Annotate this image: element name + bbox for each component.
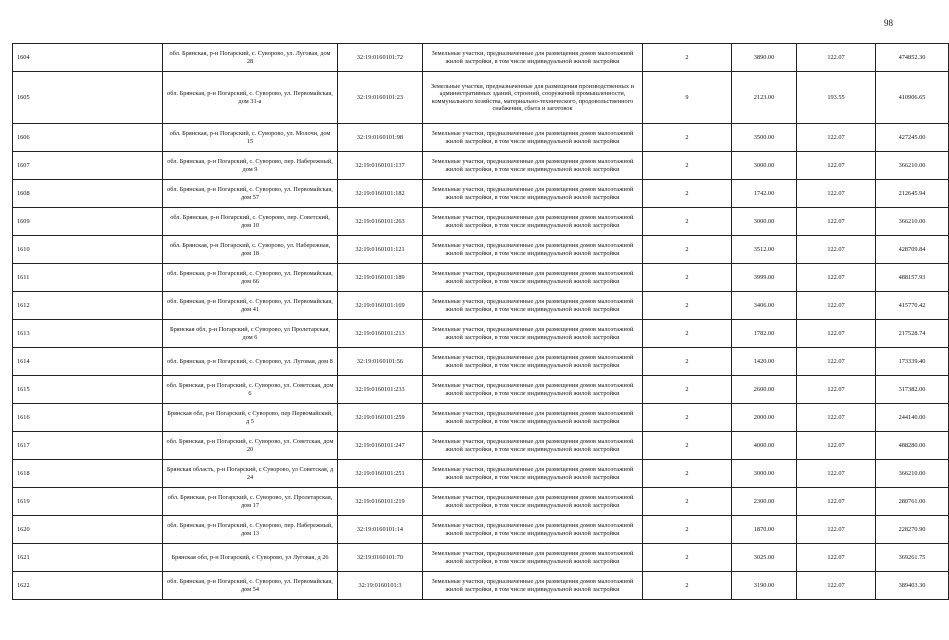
address-cell: Брянская обл, р-н Погарский, с Суворово, пер Первомайский, д 5 bbox=[163, 404, 338, 432]
table-row bbox=[13, 544, 949, 572]
row-number: 1604 bbox=[13, 44, 163, 72]
cadastral-value-cell: 474852.30 bbox=[876, 44, 949, 72]
cadastral-value-cell: 389403.30 bbox=[876, 572, 949, 600]
specific-value-cell: 122.07 bbox=[797, 292, 876, 320]
row-number: 1609 bbox=[13, 208, 163, 236]
group-code-cell: 2 bbox=[643, 292, 732, 320]
address-cell: Брянская обл, р-н Погарский, с Суворово, ул Пролетарская, дом 6 bbox=[163, 320, 338, 348]
cadastral-value-table bbox=[12, 43, 949, 600]
cadastral-value-cell: 488157.93 bbox=[876, 264, 949, 292]
specific-value-cell: 122.07 bbox=[797, 432, 876, 460]
cadastral-value-cell: 212645.94 bbox=[876, 180, 949, 208]
cadastral-number-cell: 32:19:0160101:263 bbox=[338, 208, 423, 236]
group-code-cell: 2 bbox=[643, 124, 732, 152]
table-row bbox=[13, 460, 949, 488]
group-code-cell: 2 bbox=[643, 152, 732, 180]
permitted-use-cell: Земельные участки, предназначенные для размещения домов малоэтажной жилой застройки, в том числе индивидуальной жилой застройки bbox=[423, 404, 643, 432]
cadastral-number-cell: 32:19:0160101:233 bbox=[338, 376, 423, 404]
area-cell: 1742.00 bbox=[732, 180, 797, 208]
area-cell: 3406.00 bbox=[732, 292, 797, 320]
cadastral-number-cell: 32:19:0160101:23 bbox=[338, 72, 423, 124]
cadastral-value-cell: 366210.00 bbox=[876, 208, 949, 236]
row-number: 1620 bbox=[13, 516, 163, 544]
table-row bbox=[13, 264, 949, 292]
area-cell: 3512.00 bbox=[732, 236, 797, 264]
specific-value-cell: 122.07 bbox=[797, 152, 876, 180]
row-number: 1605 bbox=[13, 72, 163, 124]
group-code-cell: 2 bbox=[643, 376, 732, 404]
table-row bbox=[13, 376, 949, 404]
cadastral-value-cell: 366210.00 bbox=[876, 460, 949, 488]
row-number: 1614 bbox=[13, 348, 163, 376]
row-number: 1618 bbox=[13, 460, 163, 488]
permitted-use-cell: Земельные участки, предназначенные для размещения домов малоэтажной жилой застройки, в том числе индивидуальной жилой застройки bbox=[423, 320, 643, 348]
permitted-use-cell: Земельные участки, предназначенные для размещения домов малоэтажной жилой застройки, в том числе индивидуальной жилой застройки bbox=[423, 152, 643, 180]
address-cell: обл. Брянская, р-н Погарский, с. Суворово, ул. Первомайская, дом 31-а bbox=[163, 72, 338, 124]
permitted-use-cell: Земельные участки, предназначенные для размещения домов малоэтажной жилой застройки, в том числе индивидуальной жилой застройки bbox=[423, 208, 643, 236]
permitted-use-cell: Земельные участки, предназначенные для размещения домов малоэтажной жилой застройки, в том числе индивидуальной жилой застройки bbox=[423, 572, 643, 600]
row-number: 1622 bbox=[13, 572, 163, 600]
group-code-cell: 9 bbox=[643, 72, 732, 124]
address-cell: обл. Брянская, р-н Погарский, с. Суворово, ул. Набережная, дом 18 bbox=[163, 236, 338, 264]
table-row bbox=[13, 516, 949, 544]
address-cell: обл. Брянская, р-н Погарский, с. Суворово, ул. Пролетарская, дом 17 bbox=[163, 488, 338, 516]
address-cell: обл. Брянская, р-н Погарский, с. Суворово, ул. Луговая, дом 28 bbox=[163, 44, 338, 72]
permitted-use-cell: Земельные участки, предназначенные для размещения домов малоэтажной жилой застройки, в том числе индивидуальной жилой застройки bbox=[423, 376, 643, 404]
group-code-cell: 2 bbox=[643, 264, 732, 292]
permitted-use-cell: Земельные участки, предназначенные для размещения домов малоэтажной жилой застройки, в том числе индивидуальной жилой застройки bbox=[423, 124, 643, 152]
cadastral-number-cell: 32:19:0160101:3 bbox=[338, 572, 423, 600]
row-number: 1607 bbox=[13, 152, 163, 180]
area-cell: 3000.00 bbox=[732, 460, 797, 488]
cadastral-number-cell: 32:19:0160101:251 bbox=[338, 460, 423, 488]
cadastral-value-cell: 217528.74 bbox=[876, 320, 949, 348]
permitted-use-cell: Земельные участки, предназначенные для размещения домов малоэтажной жилой застройки, в том числе индивидуальной жилой застройки bbox=[423, 516, 643, 544]
table-row bbox=[13, 348, 949, 376]
address-cell: обл. Брянская, р-н Погарский, с. Суворово, ул. Советская, дом 20 bbox=[163, 432, 338, 460]
cadastral-value-cell: 428709.84 bbox=[876, 236, 949, 264]
permitted-use-cell: Земельные участки, предназначенные для размещения домов малоэтажной жилой застройки, в том числе индивидуальной жилой застройки bbox=[423, 460, 643, 488]
address-cell: обл. Брянская, р-н Погарский, с. Суворово, пер. Советский, дом 10 bbox=[163, 208, 338, 236]
cadastral-value-cell: 488280.00 bbox=[876, 432, 949, 460]
cadastral-number-cell: 32:19:0160101:189 bbox=[338, 264, 423, 292]
cadastral-value-cell: 427245.00 bbox=[876, 124, 949, 152]
row-number: 1613 bbox=[13, 320, 163, 348]
cadastral-number-cell: 32:19:0160101:56 bbox=[338, 348, 423, 376]
group-code-cell: 2 bbox=[643, 544, 732, 572]
permitted-use-cell: Земельные участки, предназначенные для размещения домов малоэтажной жилой застройки, в том числе индивидуальной жилой застройки bbox=[423, 44, 643, 72]
table-row bbox=[13, 404, 949, 432]
cadastral-value-cell: 228270.90 bbox=[876, 516, 949, 544]
cadastral-number-cell: 32:19:0160101:247 bbox=[338, 432, 423, 460]
area-cell: 3000.00 bbox=[732, 152, 797, 180]
cadastral-number-cell: 32:19:0160101:72 bbox=[338, 44, 423, 72]
specific-value-cell: 122.07 bbox=[797, 44, 876, 72]
area-cell: 2600.00 bbox=[732, 376, 797, 404]
area-cell: 2123.00 bbox=[732, 72, 797, 124]
cadastral-number-cell: 32:19:0160101:182 bbox=[338, 180, 423, 208]
cadastral-number-cell: 32:19:0160101:219 bbox=[338, 488, 423, 516]
row-number: 1608 bbox=[13, 180, 163, 208]
table-row bbox=[13, 180, 949, 208]
address-cell: Брянская область, р-н Погарский, с Суворово, ул Советская, д 24 bbox=[163, 460, 338, 488]
address-cell: Брянская обл, р-н Погарский, с Суворово, ул Луговая, д 26 bbox=[163, 544, 338, 572]
cadastral-value-cell: 415770.42 bbox=[876, 292, 949, 320]
address-cell: обл. Брянская, р-н Погарский, с. Суворово, пер. Набережный, дом 13 bbox=[163, 516, 338, 544]
group-code-cell: 2 bbox=[643, 44, 732, 72]
specific-value-cell: 122.07 bbox=[797, 180, 876, 208]
table-row bbox=[13, 292, 949, 320]
area-cell: 3000.00 bbox=[732, 208, 797, 236]
table-row bbox=[13, 488, 949, 516]
permitted-use-cell: Земельные участки, предназначенные для размещения домов малоэтажной жилой застройки, в том числе индивидуальной жилой застройки bbox=[423, 348, 643, 376]
area-cell: 4000.00 bbox=[732, 432, 797, 460]
table-row bbox=[13, 44, 949, 72]
address-cell: обл. Брянская, р-н Погарский, с. Суворово, ул. Советская, дом 6 bbox=[163, 376, 338, 404]
address-cell: обл. Брянская, р-н Погарский, с. Суворово, ул. Первомайская, дом 54 bbox=[163, 572, 338, 600]
group-code-cell: 2 bbox=[643, 348, 732, 376]
area-cell: 2000.00 bbox=[732, 404, 797, 432]
cadastral-number-cell: 32:19:0160101:169 bbox=[338, 292, 423, 320]
specific-value-cell: 193.55 bbox=[797, 72, 876, 124]
table-row bbox=[13, 152, 949, 180]
area-cell: 1782.00 bbox=[732, 320, 797, 348]
table-row bbox=[13, 208, 949, 236]
permitted-use-cell: Земельные участки, предназначенные для размещения домов малоэтажной жилой застройки, в том числе индивидуальной жилой застройки bbox=[423, 180, 643, 208]
cadastral-value-cell: 369261.75 bbox=[876, 544, 949, 572]
specific-value-cell: 122.07 bbox=[797, 572, 876, 600]
specific-value-cell: 122.07 bbox=[797, 264, 876, 292]
cadastral-number-cell: 32:19:0160101:70 bbox=[338, 544, 423, 572]
group-code-cell: 2 bbox=[643, 432, 732, 460]
group-code-cell: 2 bbox=[643, 516, 732, 544]
table-row bbox=[13, 320, 949, 348]
table-row bbox=[13, 572, 949, 600]
cadastral-number-cell: 32:19:0160101:121 bbox=[338, 236, 423, 264]
specific-value-cell: 122.07 bbox=[797, 124, 876, 152]
table-row bbox=[13, 124, 949, 152]
area-cell: 3025.00 bbox=[732, 544, 797, 572]
permitted-use-cell: Земельные участки, предназначенные для размещения домов малоэтажной жилой застройки, в том числе индивидуальной жилой застройки bbox=[423, 236, 643, 264]
permitted-use-cell: Земельные участки, предназначенные для размещения домов малоэтажной жилой застройки, в том числе индивидуальной жилой застройки bbox=[423, 264, 643, 292]
cadastral-value-cell: 280761.00 bbox=[876, 488, 949, 516]
group-code-cell: 2 bbox=[643, 320, 732, 348]
address-cell: обл. Брянская, р-н Погарский, с. Суворово, ул. Луговая, дом 8 bbox=[163, 348, 338, 376]
row-number: 1619 bbox=[13, 488, 163, 516]
address-cell: обл. Брянская, р-н Погарский, с. Суворово, ул. Первомайская, дом 57 bbox=[163, 180, 338, 208]
row-number: 1617 bbox=[13, 432, 163, 460]
area-cell: 1420.00 bbox=[732, 348, 797, 376]
specific-value-cell: 122.07 bbox=[797, 404, 876, 432]
group-code-cell: 2 bbox=[643, 404, 732, 432]
specific-value-cell: 122.07 bbox=[797, 376, 876, 404]
permitted-use-cell: Земельные участки, предназначенные для размещения домов малоэтажной жилой застройки, в том числе индивидуальной жилой застройки bbox=[423, 432, 643, 460]
address-cell: обл. Брянская, р-н Погарский, с. Суворово, ул. Первомайская, дом 66 bbox=[163, 264, 338, 292]
permitted-use-cell: Земельные участки, предназначенные для размещения производственных и административных зданий, строений, сооружений промышленности, коммунального хозяйства, материально-технического, продовольственного снабжения, сбыта и заготовок bbox=[423, 72, 643, 124]
group-code-cell: 2 bbox=[643, 572, 732, 600]
cadastral-value-cell: 410906.65 bbox=[876, 72, 949, 124]
area-cell: 1870.00 bbox=[732, 516, 797, 544]
address-cell: обл. Брянская, р-н Погарский, с. Суворово, пер. Набережный, дом 9 bbox=[163, 152, 338, 180]
area-cell: 3500.00 bbox=[732, 124, 797, 152]
specific-value-cell: 122.07 bbox=[797, 208, 876, 236]
permitted-use-cell: Земельные участки, предназначенные для размещения домов малоэтажной жилой застройки, в том числе индивидуальной жилой застройки bbox=[423, 292, 643, 320]
group-code-cell: 2 bbox=[643, 180, 732, 208]
row-number: 1621 bbox=[13, 544, 163, 572]
group-code-cell: 2 bbox=[643, 208, 732, 236]
table-row bbox=[13, 72, 949, 124]
area-cell: 3190.00 bbox=[732, 572, 797, 600]
cadastral-value-cell: 366210.00 bbox=[876, 152, 949, 180]
row-number: 1606 bbox=[13, 124, 163, 152]
specific-value-cell: 122.07 bbox=[797, 320, 876, 348]
cadastral-number-cell: 32:19:0160101:98 bbox=[338, 124, 423, 152]
area-cell: 3999.00 bbox=[732, 264, 797, 292]
cadastral-value-cell: 244140.00 bbox=[876, 404, 949, 432]
cadastral-value-cell: 173339.40 bbox=[876, 348, 949, 376]
specific-value-cell: 122.07 bbox=[797, 488, 876, 516]
page-number: 98 bbox=[884, 18, 893, 28]
group-code-cell: 2 bbox=[643, 488, 732, 516]
specific-value-cell: 122.07 bbox=[797, 460, 876, 488]
group-code-cell: 2 bbox=[643, 460, 732, 488]
permitted-use-cell: Земельные участки, предназначенные для размещения домов малоэтажной жилой застройки, в том числе индивидуальной жилой застройки bbox=[423, 488, 643, 516]
row-number: 1616 bbox=[13, 404, 163, 432]
table-row bbox=[13, 236, 949, 264]
row-number: 1611 bbox=[13, 264, 163, 292]
specific-value-cell: 122.07 bbox=[797, 516, 876, 544]
row-number: 1615 bbox=[13, 376, 163, 404]
table-row bbox=[13, 432, 949, 460]
cadastral-value-cell: 317382.00 bbox=[876, 376, 949, 404]
row-number: 1612 bbox=[13, 292, 163, 320]
area-cell: 2300.00 bbox=[732, 488, 797, 516]
area-cell: 3890.00 bbox=[732, 44, 797, 72]
cadastral-number-cell: 32:19:0160101:14 bbox=[338, 516, 423, 544]
specific-value-cell: 122.07 bbox=[797, 348, 876, 376]
group-code-cell: 2 bbox=[643, 236, 732, 264]
specific-value-cell: 122.07 bbox=[797, 236, 876, 264]
specific-value-cell: 122.07 bbox=[797, 544, 876, 572]
row-number: 1610 bbox=[13, 236, 163, 264]
table-body bbox=[13, 44, 949, 600]
address-cell: обл. Брянская, р-н Погарский, с. Суворово, ул. Первомайская, дом 41 bbox=[163, 292, 338, 320]
cadastral-number-cell: 32:19:0160101:213 bbox=[338, 320, 423, 348]
cadastral-number-cell: 32:19:0160101:137 bbox=[338, 152, 423, 180]
permitted-use-cell: Земельные участки, предназначенные для размещения домов малоэтажной жилой застройки, в том числе индивидуальной жилой застройки bbox=[423, 544, 643, 572]
address-cell: обл. Брянская, р-н Погарский, с. Суворово, ул. Молочи, дом 15 bbox=[163, 124, 338, 152]
cadastral-number-cell: 32:19:0160101:259 bbox=[338, 404, 423, 432]
